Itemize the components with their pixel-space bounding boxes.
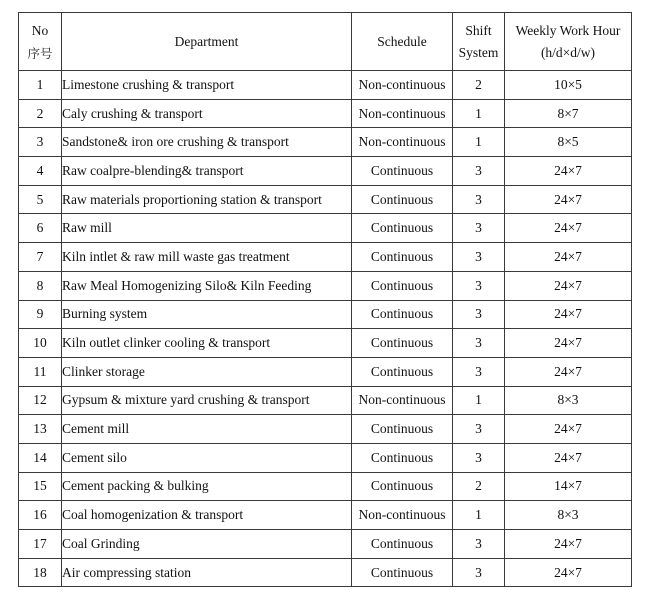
row-department: Caly crushing & transport [62,99,352,128]
row-department: Raw coalpre-blending& transport [62,157,352,186]
row-no: 2 [19,99,62,128]
row-schedule: Continuous [352,157,453,186]
row-no: 17 [19,530,62,559]
table-row [19,415,632,444]
row-department: Raw Meal Homogenizing Silo& Kiln Feeding [62,271,352,300]
row-no: 14 [19,443,62,472]
header-weekly-work-hour [505,13,632,71]
row-hours: 24×7 [505,443,632,472]
row-department: Cement silo [62,443,352,472]
row-schedule: Continuous [352,443,453,472]
table-row [19,300,632,329]
row-no: 6 [19,214,62,243]
row-no: 18 [19,558,62,587]
row-shift: 3 [453,185,505,214]
row-schedule: Non-continuous [352,501,453,530]
table-row [19,185,632,214]
row-shift: 3 [453,243,505,272]
table-row [19,128,632,157]
row-no: 1 [19,71,62,100]
row-shift: 3 [453,300,505,329]
row-department: Sandstone& iron ore crushing & transport [62,128,352,157]
row-no: 13 [19,415,62,444]
row-no: 10 [19,329,62,358]
row-schedule: Continuous [352,558,453,587]
row-hours: 24×7 [505,415,632,444]
row-department: Clinker storage [62,357,352,386]
row-department: Cement mill [62,415,352,444]
table-row [19,329,632,358]
row-hours: 8×7 [505,99,632,128]
row-shift: 2 [453,71,505,100]
row-schedule: Continuous [352,185,453,214]
row-shift: 1 [453,128,505,157]
row-shift: 1 [453,501,505,530]
row-hours: 24×7 [505,558,632,587]
row-hours: 14×7 [505,472,632,501]
row-hours: 24×7 [505,185,632,214]
header-schedule: Schedule [352,13,453,71]
table-row [19,501,632,530]
table-row [19,386,632,415]
row-schedule: Continuous [352,300,453,329]
row-schedule: Continuous [352,214,453,243]
row-schedule: Continuous [352,357,453,386]
row-shift: 3 [453,443,505,472]
row-shift: 3 [453,271,505,300]
header-no [19,13,62,71]
table-row [19,243,632,272]
row-department: Raw materials proportioning station & transport [62,185,352,214]
header-hour-line1: Weekly Work Hour [515,22,621,38]
row-schedule: Continuous [352,271,453,300]
table-row [19,558,632,587]
header-department: Department [62,13,352,71]
row-department: Kiln intlet & raw mill waste gas treatment [62,243,352,272]
row-hours: 8×5 [505,128,632,157]
table-row [19,443,632,472]
table-row [19,71,632,100]
row-no: 3 [19,128,62,157]
row-no: 9 [19,300,62,329]
row-no: 5 [19,185,62,214]
row-hours: 24×7 [505,329,632,358]
row-no: 15 [19,472,62,501]
row-no: 11 [19,357,62,386]
row-shift: 3 [453,157,505,186]
row-department: Gypsum & mixture yard crushing & transport [62,386,352,415]
row-no: 16 [19,501,62,530]
row-shift: 3 [453,214,505,243]
row-department: Raw mill [62,214,352,243]
table-row [19,157,632,186]
row-shift: 1 [453,386,505,415]
header-hour-line2: (h/d×d/w) [540,44,596,60]
row-department: Cement packing & bulking [62,472,352,501]
table-row [19,357,632,386]
row-hours: 24×7 [505,157,632,186]
table-row [19,472,632,501]
row-hours: 24×7 [505,530,632,559]
table-row [19,530,632,559]
row-schedule: Continuous [352,243,453,272]
row-shift: 3 [453,415,505,444]
row-no: 7 [19,243,62,272]
row-shift: 2 [453,472,505,501]
row-hours: 8×3 [505,386,632,415]
row-no: 12 [19,386,62,415]
table-row [19,99,632,128]
row-shift: 3 [453,558,505,587]
row-schedule: Non-continuous [352,386,453,415]
header-shift-system [453,13,505,71]
row-schedule: Continuous [352,415,453,444]
row-schedule: Non-continuous [352,99,453,128]
header-no-cn: 序号 [27,45,53,61]
row-no: 4 [19,157,62,186]
row-department: Limestone crushing & transport [62,71,352,100]
row-schedule: Non-continuous [352,128,453,157]
header-no-en: No [31,22,49,38]
row-shift: 3 [453,329,505,358]
row-hours: 24×7 [505,243,632,272]
row-schedule: Non-continuous [352,71,453,100]
header-shift-line1: Shift [465,22,492,38]
row-shift: 3 [453,357,505,386]
work-schedule-table [18,12,632,587]
row-schedule: Continuous [352,530,453,559]
row-department: Kiln outlet clinker cooling & transport [62,329,352,358]
row-hours: 24×7 [505,271,632,300]
row-hours: 10×5 [505,71,632,100]
row-department: Air compressing station [62,558,352,587]
row-department: Coal Grinding [62,530,352,559]
header-shift-line2: System [458,44,499,60]
row-hours: 24×7 [505,357,632,386]
row-hours: 24×7 [505,214,632,243]
row-department: Burning system [62,300,352,329]
row-shift: 3 [453,530,505,559]
row-shift: 1 [453,99,505,128]
row-department: Coal homogenization & transport [62,501,352,530]
table-row [19,214,632,243]
table-row [19,271,632,300]
header-row [19,13,632,71]
row-schedule: Continuous [352,329,453,358]
row-hours: 8×3 [505,501,632,530]
row-no: 8 [19,271,62,300]
row-hours: 24×7 [505,300,632,329]
row-schedule: Continuous [352,472,453,501]
